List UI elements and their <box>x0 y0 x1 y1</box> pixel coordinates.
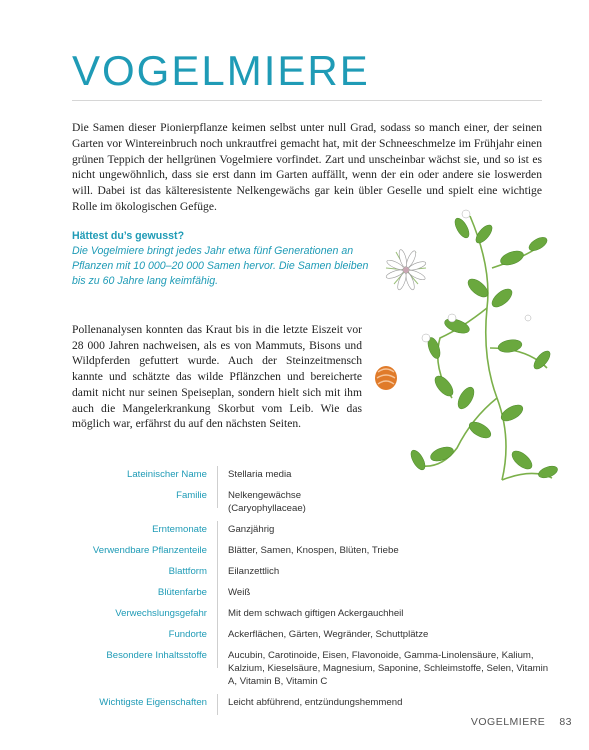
flower-detail-icon <box>385 249 427 291</box>
page-footer <box>471 716 572 728</box>
row-label: Wichtigste Eigenschaften <box>72 694 218 715</box>
row-value: Weiß <box>228 587 251 598</box>
row-label: Besondere Inhaltsstoffe <box>72 647 218 668</box>
row-value: Mit dem schwach giftigen Ackergauchheil <box>228 608 404 619</box>
table-row <box>72 694 552 715</box>
table-row <box>72 584 552 605</box>
running-head: VOGELMIERE <box>470 716 546 728</box>
did-you-know-box <box>72 229 372 289</box>
table-row <box>72 521 552 542</box>
row-label: Familie <box>72 487 218 508</box>
table-row <box>72 626 552 647</box>
title-divider <box>72 100 542 101</box>
row-value: Nelkengewächse (Caryophyllaceae) <box>228 490 306 514</box>
chickweed-illustration <box>362 198 562 498</box>
row-value: Ganzjährig <box>228 524 275 535</box>
page-title: VOGELMIERE <box>72 47 370 94</box>
row-value: Blätter, Samen, Knospen, Blüten, Triebe <box>228 545 399 556</box>
row-label: Erntemonate <box>72 521 218 542</box>
table-row <box>72 605 552 626</box>
did-you-know-title: Hättest du’s gewusst? <box>72 230 185 242</box>
profile-table <box>72 466 552 715</box>
page-number: 83 <box>559 716 572 728</box>
row-label: Verwendbare Pflanzenteile <box>72 542 218 563</box>
table-row <box>72 466 552 487</box>
pollen-paragraph: Pollenanalysen konnten das Kraut bis in die letzte Eiszeit vor 28 000 Jahren nachweisen, als es von Mammuts, Bisons und Wildpferden gefuttert wurde. Auch der Steinzeitmensch kannte und schätzte das wilde Pflänzchen und bereicherte damit nicht nur seinen Speiseplan, sondern hielt sich mit ihm auch die Mangelerkrankung Skorbut vom Leib. Wie das möglich war, erfährst du auf den nächsten Seiten. <box>72 323 362 431</box>
row-value: Eilanzettlich <box>228 566 280 577</box>
table-row <box>72 563 552 584</box>
row-value: Aucubin, Carotinoide, Eisen, Flavonoide, Gamma-Linolensäure, Kalium, Kalzium, Kieselsäure, Magnesium, Saponine, Schleimstoffe, Selen, Vitamin A, Vitamin B, Vitamin C <box>228 650 549 687</box>
blossom-icon <box>422 210 531 342</box>
row-label: Fundorte <box>72 626 218 647</box>
table-row <box>72 647 552 694</box>
intro-paragraph: Die Samen dieser Pionierpflanze keimen selbst unter null Grad, sodass so manch einer, der seinen Garten vor Wintereinbruch noch unkrautfrei gemacht hat, mit der Schneeschmelze im Frühjahr einen grünen Teppich der hellgrünen Vogelmiere vorfindet. Zart und unscheinbar wächst sie, und so ist es nicht ungewöhnlich, dass sie erst dann im Garten auffällt, wenn der ein oder andere sie loswerden will. Dabei ist das kälteresistente Nelkengewächs gar kein übler Geselle und spielt eine wichtige Rolle im ökologischen Gefüge. <box>72 121 542 213</box>
row-value: Ackerflächen, Gärten, Wegränder, Schuttplätze <box>228 629 429 640</box>
row-label: Lateinischer Name <box>72 466 218 487</box>
stem-icon <box>422 216 552 480</box>
row-value: Stellaria media <box>228 469 292 480</box>
row-label: Blütenfarbe <box>72 584 218 605</box>
row-label: Blattform <box>72 563 218 584</box>
seed-detail-icon <box>375 366 397 390</box>
row-value: Leicht abführend, entzündungshemmend <box>228 697 403 708</box>
table-row <box>72 542 552 563</box>
table-row <box>72 487 552 521</box>
row-label: Verwechslungsgefahr <box>72 605 218 626</box>
did-you-know-text: Die Vogelmiere bringt jedes Jahr etwa fünf Generationen an Pflanzen mit 10 000–20 000 Samen hervor. Die Samen bleiben bis zu 60 Jahre lang keimfähig. <box>72 245 369 287</box>
